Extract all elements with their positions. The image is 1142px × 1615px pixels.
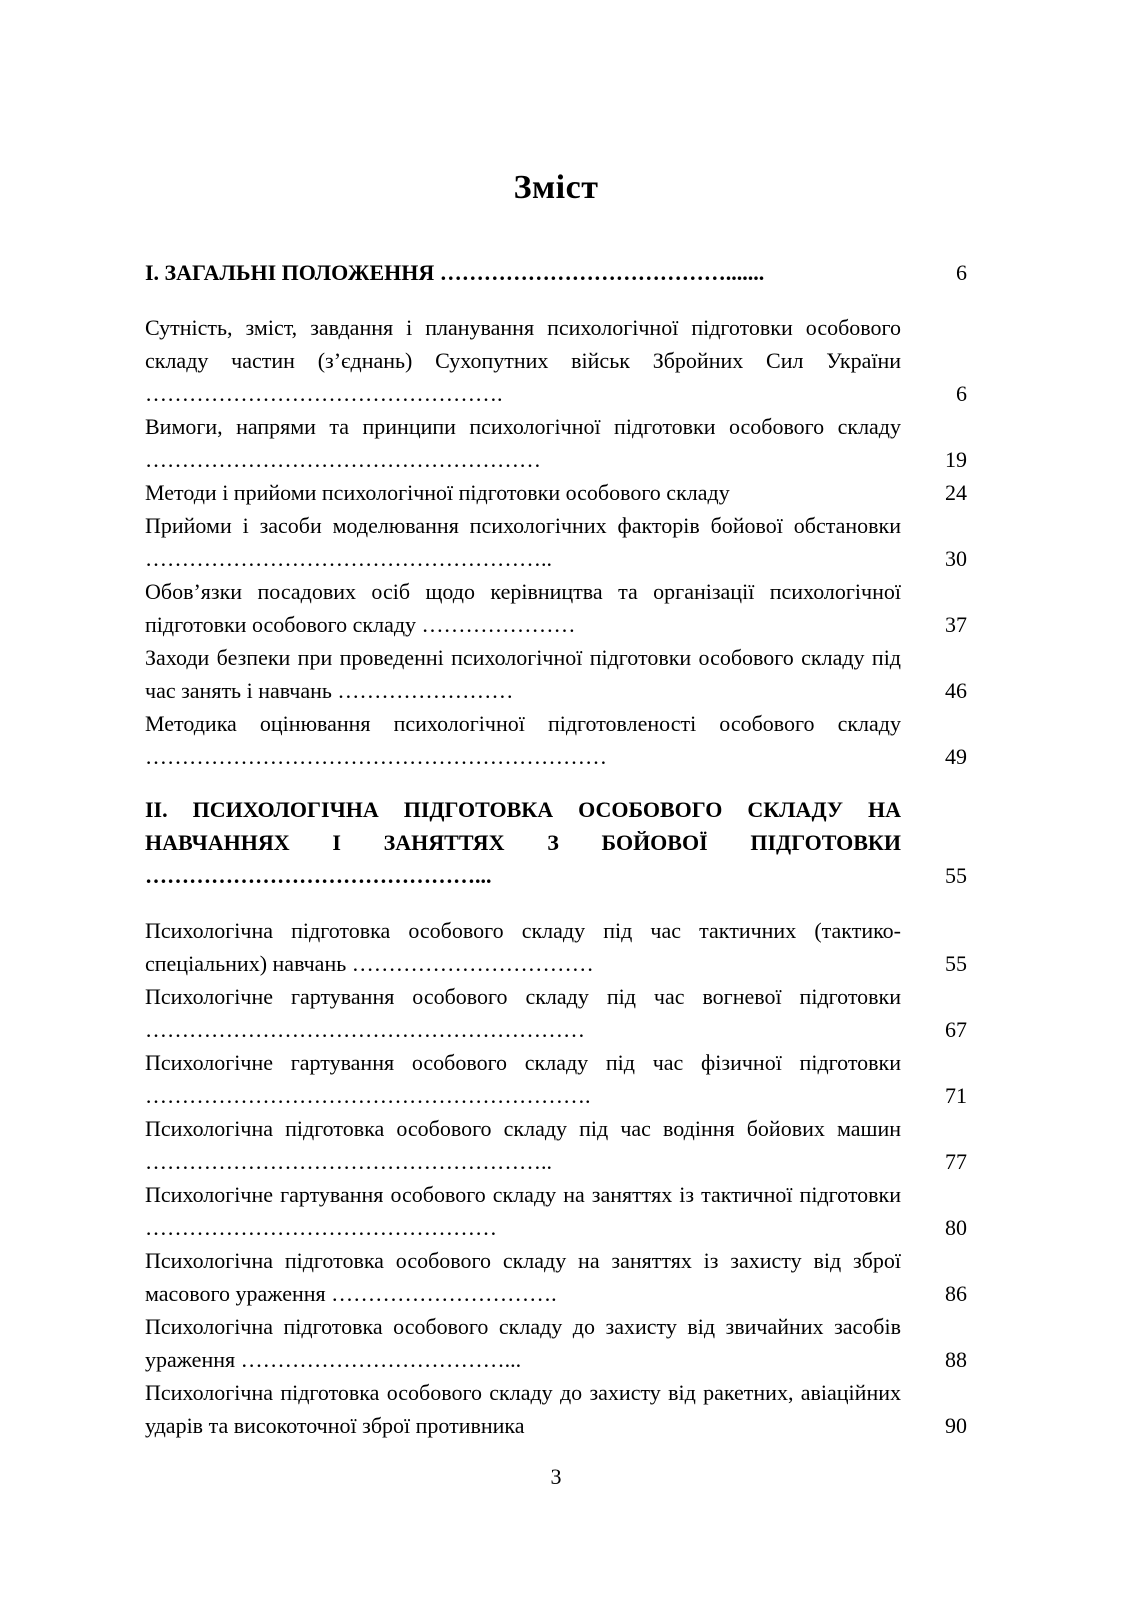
toc-section-heading <box>145 793 967 892</box>
toc-entry <box>145 980 967 1046</box>
toc-entry <box>145 1244 967 1310</box>
toc-entry-page: 80 <box>945 1215 967 1240</box>
toc-entry-page: 6 <box>956 260 967 285</box>
toc-entry-text: Психологічна підготовка особового складу під час тактичних (тактико-спеціальних) навчань …………………………… <box>145 918 901 976</box>
toc-entry <box>145 914 967 980</box>
toc-entry-page: 88 <box>945 1347 967 1372</box>
toc-entry <box>145 707 967 773</box>
toc-entry-page: 46 <box>945 678 967 703</box>
toc-entry <box>145 1112 967 1178</box>
toc-entry-page: 67 <box>945 1017 967 1042</box>
toc-entry-text: Сутність, зміст, завдання і планування психологічної підготовки особового складу частин (з’єднань) Сухопутних військ Збройних Сил України …………………………………………. <box>145 315 901 406</box>
toc-entry-text: Прийоми і засоби моделювання психологічних факторів бойової обстановки ……………………………………………….. <box>145 513 901 571</box>
toc-entry-text: II. ПСИХОЛОГІЧНА ПІДГОТОВКА ОСОБОВОГО СКЛАДУ НА НАВЧАННЯХ І ЗАНЯТТЯХ З БОЙОВОЇ ПІДГОТОВКИ ………………………………………... <box>145 797 901 888</box>
toc-section-heading <box>145 256 967 289</box>
toc-entry-text: Психологічна підготовка особового складу до захисту від ракетних, авіаційних ударів та високоточної зброї противника <box>145 1380 901 1438</box>
toc-entry-page: 19 <box>945 447 967 472</box>
page-title: Зміст <box>513 169 599 206</box>
toc-entry-text: Психологічне гартування особового складу під час вогневої підготовки …………………………………………………… <box>145 984 901 1042</box>
toc-entry-text: Психологічна підготовка особового складу під час водіння бойових машин ……………………………………………….. <box>145 1116 901 1174</box>
toc-entry-page: 37 <box>945 612 967 637</box>
toc-entry-page: 24 <box>945 480 967 505</box>
toc-entry-text: Заходи безпеки при проведенні психологічної підготовки особового складу під час занять і навчань …………………… <box>145 645 901 703</box>
toc-entry-page: 30 <box>945 546 967 571</box>
toc-entry <box>145 476 967 509</box>
page-number: 3 <box>550 1464 562 1489</box>
toc-entry-text: I. ЗАГАЛЬНІ ПОЛОЖЕННЯ …………………………………....... <box>145 260 765 285</box>
toc-entry-text: Вимоги, напрями та принципи психологічної підготовки особового складу ……………………………………………… <box>145 414 901 472</box>
toc-entry-text: Методи і прийоми психологічної підготовки особового складу <box>145 480 730 505</box>
toc-entry-page: 55 <box>945 951 967 976</box>
toc-entry-page: 49 <box>945 744 967 769</box>
toc-entry <box>145 1310 967 1376</box>
toc-entry <box>145 410 967 476</box>
toc-entry-text: Методика оцінювання психологічної підготовленості особового складу ……………………………………………………… <box>145 711 901 769</box>
toc-entry-text: Психологічне гартування особового складу під час фізичної підготовки ……………………………………………………. <box>145 1050 901 1108</box>
toc-entry-page: 77 <box>945 1149 967 1174</box>
toc-entry-text: Психологічне гартування особового складу на заняттях із тактичної підготовки ………………………………………… <box>145 1182 901 1240</box>
toc-entry <box>145 1376 967 1442</box>
table-of-contents <box>145 168 967 1442</box>
toc-entry <box>145 641 967 707</box>
toc-entry-text: Психологічна підготовка особового складу на заняттях із захисту від зброї масового ураження …………………………. <box>145 1248 901 1306</box>
toc-entry <box>145 509 967 575</box>
toc-entry-text: Психологічна підготовка особового складу до захисту від звичайних засобів ураження ………………………………... <box>145 1314 901 1372</box>
toc-entry <box>145 311 967 410</box>
toc-entry-text: Обов’язки посадових осіб щодо керівництва та організації психологічної підготовки особового складу ………………… <box>145 579 901 637</box>
toc-entry-page: 90 <box>945 1413 967 1438</box>
toc-entry-page: 86 <box>945 1281 967 1306</box>
toc-entry <box>145 1046 967 1112</box>
toc-entry-page: 71 <box>945 1083 967 1108</box>
toc-entry-page: 6 <box>956 381 967 406</box>
toc-entry-page: 55 <box>945 863 967 888</box>
toc-entry <box>145 575 967 641</box>
toc-entry <box>145 1178 967 1244</box>
